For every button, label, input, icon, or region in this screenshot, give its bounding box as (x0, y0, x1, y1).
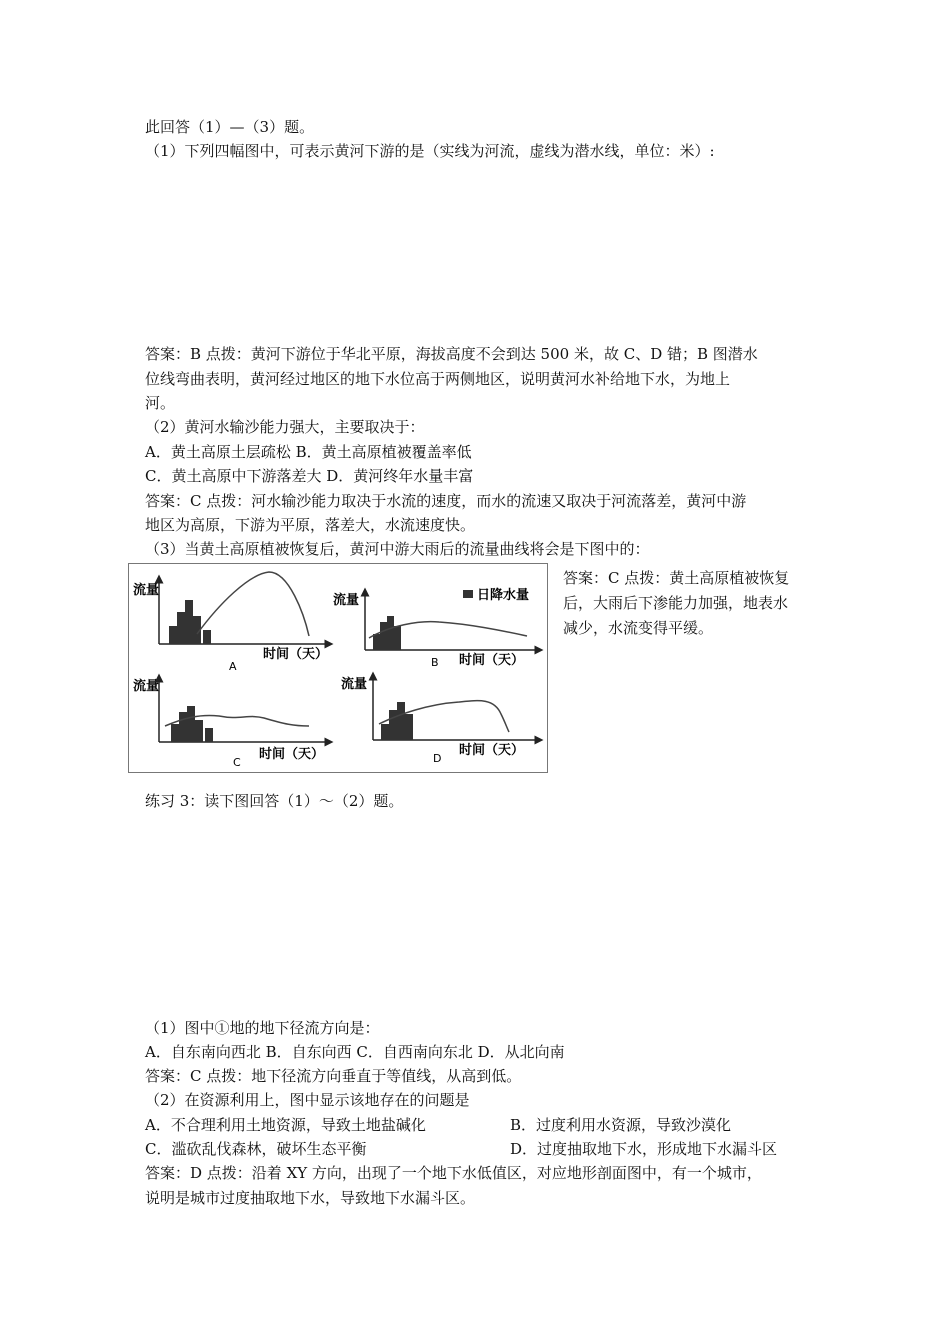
rain-bar (405, 714, 413, 740)
rain-bar (185, 600, 193, 644)
panel-b-xlabel: 时间（天） (459, 653, 525, 668)
rain-bar (394, 626, 401, 650)
answer-1-line-3: 河。 (145, 394, 176, 412)
ex3-question-1-options: A．自东南向西北 B．自东向西 C．自西南向东北 D．从北向南 (145, 1043, 565, 1061)
rain-bar (389, 710, 397, 740)
answer-3-line-3: 减少，水流变得平缓。 (563, 619, 714, 637)
exercise-3-title: 练习 3：读下图回答（1）～（2）题。 (145, 792, 404, 810)
answer-3-line-1: 答案：C 点拨：黄土高原植被恢复 (563, 569, 790, 587)
panel-d-ylabel: 流量 (341, 677, 368, 692)
rain-bar (381, 724, 389, 740)
question-2-options-cd: C．黄土高原中下游落差大 D．黄河终年水量丰富 (145, 467, 474, 485)
rain-bar (171, 724, 179, 742)
panel-a-xlabel: 时间（天） (263, 647, 329, 662)
rain-bar (203, 630, 211, 644)
panel-d-label: D (433, 752, 442, 765)
panel-d-xlabel: 时间（天） (459, 743, 525, 758)
panel-a-ylabel: 流量 (133, 583, 160, 598)
panel-c-xlabel: 时间（天） (259, 747, 325, 762)
rain-bar (373, 634, 380, 650)
question-2-options-ab: A．黄土高原土层疏松 B．黄土高原植被覆盖率低 (145, 443, 472, 461)
rain-bar (195, 720, 203, 742)
panel-b (333, 587, 539, 669)
ex3-option-a: A．不合理利用土地资源，导致土地盐碱化 (145, 1116, 426, 1134)
question-2: （2）黄河水输沙能力强大，主要取决于： (145, 418, 425, 436)
answer-1-line-2: 位线弯曲表明，黄河经过地区的地下水位高于两侧地区，说明黄河水补给地下水，为地上 (145, 370, 731, 388)
ex3-answer-2-line-1: 答案：D 点拨：沿着 XY 方向，出现了一个地下水低值区，对应地形剖面图中，有一个城市， (145, 1164, 762, 1182)
hydrograph-panels (129, 564, 547, 772)
ex3-option-c: C．滥砍乱伐森林，破坏生态平衡 (145, 1140, 367, 1158)
panel-b-label: B (431, 656, 439, 669)
intro-line: 此回答（1）—（3）题。 (145, 118, 315, 136)
panel-a-label: A (229, 660, 237, 673)
panel-c-ylabel: 流量 (133, 679, 160, 694)
rain-bar (187, 706, 195, 742)
ex3-answer-1: 答案：C 点拨：地下径流方向垂直于等值线，从高到低。 (145, 1067, 522, 1085)
ex3-question-1: （1）图中①地的地下径流方向是： (145, 1019, 380, 1037)
panel-a (133, 572, 329, 673)
rain-bar (169, 626, 177, 644)
answer-2-line-2: 地区为高原，下游为平原，落差大，水流速度快。 (145, 516, 476, 534)
rain-bar (380, 622, 387, 650)
answer-1-line-1: 答案：B 点拨：黄河下游位于华北平原，海拔高度不会到达 500 米，故 C、D 错；B 图潜水 (145, 345, 758, 363)
ex3-answer-2-line-2: 说明是城市过度抽取地下水，导致地下水漏斗区。 (145, 1189, 476, 1207)
ex3-option-d: D．过度抽取地下水，形成地下水漏斗区 (510, 1140, 778, 1158)
rain-bar (387, 616, 394, 650)
ex3-question-2: （2）在资源利用上，图中显示该地存在的问题是 (145, 1091, 470, 1109)
rain-bar (177, 612, 185, 644)
legend-swatch (463, 590, 473, 598)
question-3: （3）当黄土高原植被恢复后，黄河中游大雨后的流量曲线将会是下图中的： (145, 540, 650, 558)
rain-bar (205, 728, 213, 742)
panel-c-label: C (233, 756, 241, 769)
panel-c (133, 678, 329, 769)
flow-hydrograph-figure (128, 563, 548, 773)
answer-3-line-2: 后，大雨后下渗能力加强，地表水 (563, 594, 789, 612)
answer-2-line-1: 答案：C 点拨：河水输沙能力取决于水流的速度，而水的流速又取决于河流落差，黄河中游 (145, 492, 747, 510)
rain-bar (179, 712, 187, 742)
ex3-option-b: B．过度利用水资源，导致沙漠化 (510, 1116, 732, 1134)
legend-label: 日降水量 (477, 588, 530, 603)
panel-b-ylabel: 流量 (333, 593, 360, 608)
rain-bar (397, 702, 405, 740)
panel-d (341, 676, 539, 765)
flow-curve (197, 572, 309, 636)
question-1: （1）下列四幅图中，可表示黄河下游的是（实线为河流，虚线为潜水线，单位：米）: (145, 142, 715, 160)
